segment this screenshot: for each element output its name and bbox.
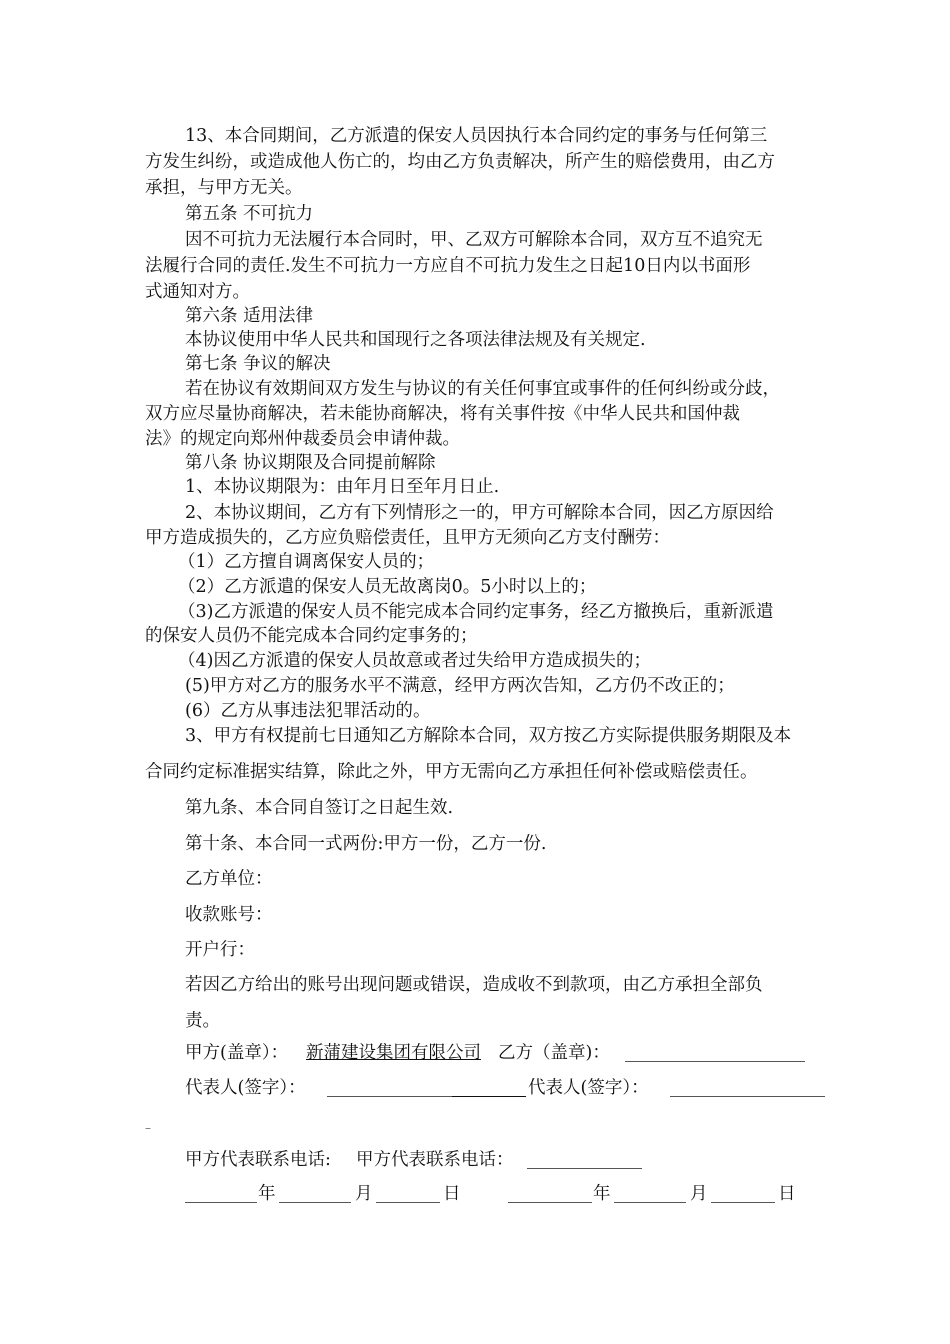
section-heading: 第六条 适用法律 xyxy=(185,306,314,326)
party-b-seal-line xyxy=(625,1061,805,1062)
field-label: 收款账号： xyxy=(185,905,273,925)
body-line: 法履行合同的责任.发生不可抗力一方应自不可抗力发生之日起10日内以书面形 xyxy=(145,256,751,276)
body-line: 13、本合同期间，乙方派遣的保安人员因执行本合同约定的事务与任何第三 xyxy=(185,126,768,146)
date-b-month: 月 xyxy=(690,1184,708,1204)
list-item: (5)甲方对乙方的服务水平不满意，经甲方两次告知，乙方仍不改正的； xyxy=(185,676,735,696)
list-item: (6）乙方从事违法犯罪活动的。 xyxy=(185,701,431,721)
date-b-day-line xyxy=(711,1202,775,1203)
date-a-month: 月 xyxy=(355,1184,373,1204)
stray-mark: – xyxy=(145,1121,151,1135)
rep-a-sign-label: 代表人(签字）： xyxy=(185,1078,306,1098)
party-a-seal-label: 甲方(盖章）： xyxy=(185,1043,289,1063)
rep-b-sign-line xyxy=(670,1096,825,1097)
list-item: （3)乙方派遣的保安人员不能完成本合同约定事务，经乙方撤换后，重新派遣 xyxy=(178,602,774,622)
list-item: （2）乙方派遣的保安人员无故离岗0。5小时以上的； xyxy=(178,577,597,597)
body-line: 双方应尽量协商解决，若未能协商解决，将有关事件按《中华人民共和国仲裁 xyxy=(145,404,740,424)
date-a-day: 日 xyxy=(443,1184,461,1204)
date-b-day: 日 xyxy=(778,1184,796,1204)
body-line: 合同约定标准据实结算，除此之外，甲方无需向乙方承担任何补偿或赔偿责任。 xyxy=(145,762,758,782)
list-item: （1）乙方擅自调离保安人员的； xyxy=(178,552,435,572)
body-line: 甲方造成损失的，乙方应负赔偿责任，且甲方无须向乙方支付酬劳： xyxy=(145,528,670,548)
body-line: 本协议使用中华人民共和国现行之各项法律法规及有关规定. xyxy=(185,330,646,350)
body-line: 3、甲方有权提前七日通知乙方解除本合同，双方按乙方实际提供服务期限及本 xyxy=(185,726,792,746)
rep-b-sign-label: 代表人(签字）： xyxy=(528,1078,649,1098)
body-line: 2、本协议期间，乙方有下列情形之一的，甲方可解除本合同，因乙方原因给 xyxy=(185,503,774,523)
body-line: 法》的规定向郑州仲裁委员会申请仲裁。 xyxy=(145,429,460,449)
date-a-year-line xyxy=(185,1202,257,1203)
phone-line xyxy=(527,1168,642,1169)
date-b-year-line xyxy=(508,1202,592,1203)
section-heading: 第七条 争议的解决 xyxy=(185,354,331,374)
section-heading: 第五条 不可抗力 xyxy=(185,204,314,224)
body-line: 责。 xyxy=(185,1011,220,1031)
body-line: 方发生纠纷，或造成他人伤亡的，均由乙方负责解决，所产生的赔偿费用，由乙方 xyxy=(145,152,775,172)
rep-a-sign-line xyxy=(327,1096,452,1097)
body-line: 1、本协议期限为：由年月日至年月日止. xyxy=(185,477,500,497)
field-label: 乙方单位： xyxy=(185,869,273,889)
date-a-year: 年 xyxy=(258,1184,276,1204)
field-label: 开户行： xyxy=(185,940,255,960)
date-a-month-line xyxy=(279,1202,351,1203)
body-line: 的保安人员仍不能完成本合同约定事务的； xyxy=(145,626,478,646)
body-line: 承担，与甲方无关。 xyxy=(145,178,303,198)
body-line: 式通知对方。 xyxy=(145,282,250,302)
list-item: （4)因乙方派遣的保安人员故意或者过失给甲方造成损失的； xyxy=(178,651,651,671)
section-heading: 第九条、本合同自签订之日起生效. xyxy=(185,798,454,818)
phone-b-label: 甲方代表联系电话： xyxy=(356,1150,514,1170)
rep-a-sign-line-bold xyxy=(452,1096,526,1097)
phone-a-label: 甲方代表联系电话: xyxy=(185,1150,331,1170)
date-b-month-line xyxy=(614,1202,686,1203)
section-heading: 第十条、本合同一式两份:甲方一份，乙方一份. xyxy=(185,834,547,854)
section-heading: 第八条 协议期限及合同提前解除 xyxy=(185,453,436,473)
party-a-company-name: 新蒲建设集团有限公司 xyxy=(306,1043,481,1063)
date-a-day-line xyxy=(376,1202,440,1203)
body-line: 若在协议有效期间双方发生与协议的有关任何事宜或事件的任何纠纷或分歧， xyxy=(185,379,780,399)
date-b-year: 年 xyxy=(593,1184,611,1204)
body-line: 因不可抗力无法履行本合同时，甲、乙双方可解除本合同，双方互不追究无 xyxy=(185,230,763,250)
party-b-seal-label: 乙方（盖章)： xyxy=(498,1043,610,1063)
body-line: 若因乙方给出的账号出现问题或错误，造成收不到款项，由乙方承担全部负 xyxy=(185,975,763,995)
